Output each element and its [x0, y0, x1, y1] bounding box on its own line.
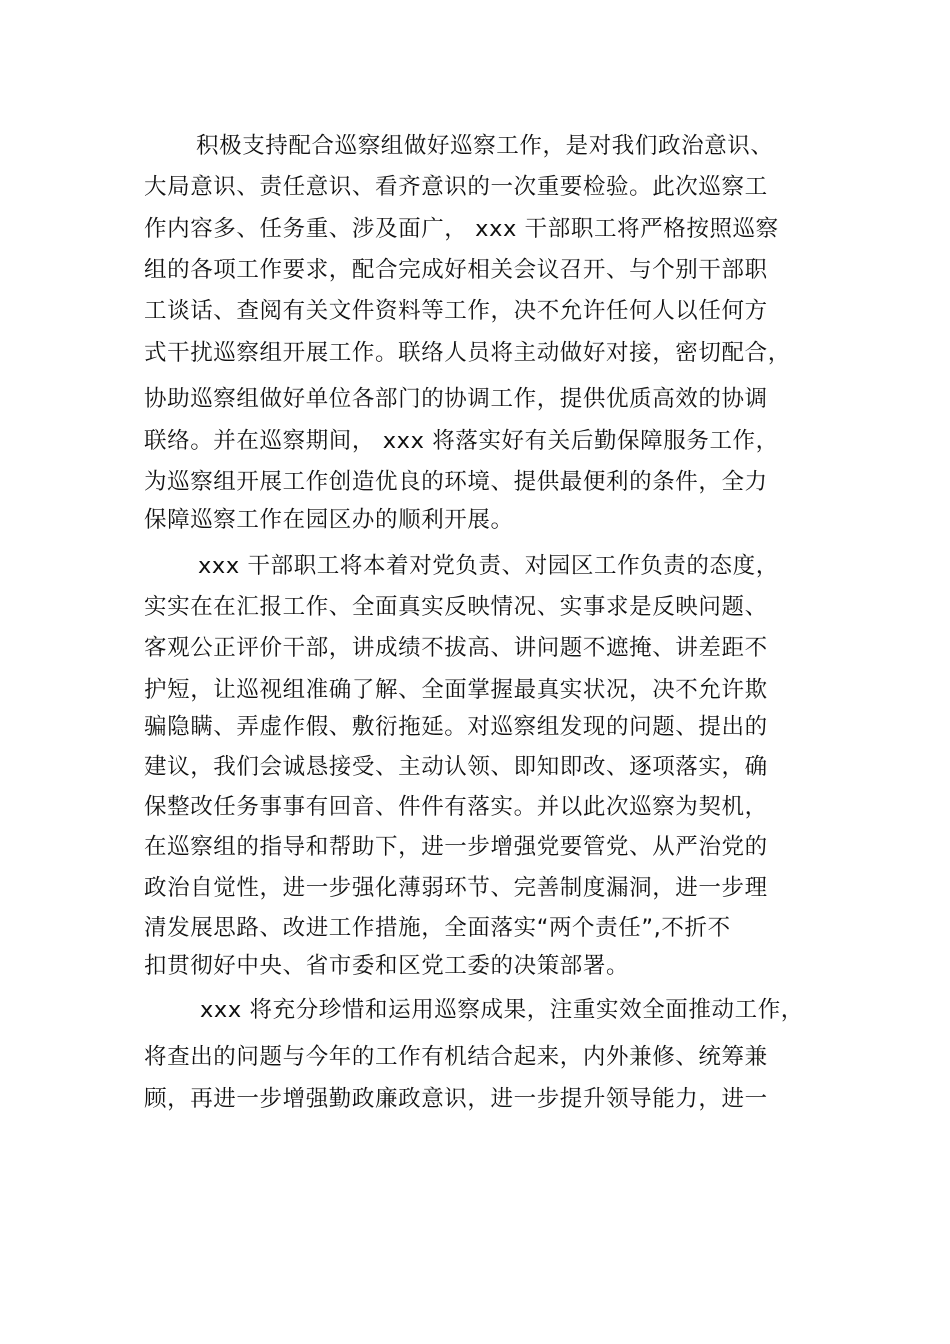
p1-line-4: 组的各项工作要求，配合完成好相关会议召开、与个别干部职: [144, 257, 768, 283]
p1-line-7: 协助巡察组做好单位各部门的协调工作，提供优质高效的协调: [144, 386, 768, 412]
p2-line-8: 在巡察组的指导和帮助下，进一步增强党要管党、从严治党的: [144, 834, 768, 860]
p1-line-9: 为巡察组开展工作创造优良的环境、提供最便利的条件，全力: [144, 469, 768, 495]
p2-line-10: 清发展思路、改进工作措施，全面落实“两个责任”,不折不: [144, 915, 731, 941]
p2-line-9: 政治自觉性，进一步强化薄弱环节、完善制度漏洞，进一步理: [144, 875, 768, 901]
p3-line-3: 顾，再进一步增强勤政廉政意识，进一步提升领导能力，进一: [144, 1086, 768, 1112]
p2-line-1: xxx 干部职工将本着对党负责、对园区工作负责的态度，: [198, 553, 779, 579]
p2-line-7: 保整改任务事事有回音、件件有落实。并以此次巡察为契机，: [144, 794, 768, 820]
p1-line-8: 联络。并在巡察期间， xxx 将落实好有关后勤保障服务工作，: [144, 428, 779, 454]
p2-line-4: 护短，让巡视组准确了解、全面掌握最真实状况，决不允许欺: [144, 677, 768, 703]
p2-line-3: 客观公正评价干部，讲成绩不拔高、讲问题不遮掩、讲差距不: [144, 635, 768, 661]
p2-line-2: 实实在在汇报工作、全面真实反映情况、实事求是反映问题、: [144, 594, 768, 620]
p2-line-6: 建议，我们会诚恳接受、主动认领、即知即改、逐项落实，确: [144, 754, 768, 780]
p1-line-5: 工谈话、查阅有关文件资料等工作，决不允许任何人以任何方: [144, 298, 768, 324]
p1-line-3: 作内容多、任务重、涉及面广， xxx 干部职工将严格按照巡察: [144, 216, 779, 242]
p1-line-2: 大局意识、责任意识、看齐意识的一次重要检验。此次巡察工: [144, 174, 768, 200]
p3-line-1: xxx 将充分珍惜和运用巡察成果，注重实效全面推动工作，: [200, 997, 804, 1023]
p2-line-5: 骗隐瞒、弄虚作假、敷衍拖延。对巡察组发现的问题、提出的: [144, 714, 768, 740]
p1-line-1: 积极支持配合巡察组做好巡察工作，是对我们政治意识、: [196, 133, 774, 159]
p3-line-2: 将查出的问题与今年的工作有机结合起来，内外兼修、统筹兼: [144, 1044, 768, 1070]
p1-line-6: 式干扰巡察组开展工作。联络人员将主动做好对接，密切配合，: [144, 340, 791, 366]
p1-line-10: 保障巡察工作在园区办的顺利开展。: [144, 507, 514, 533]
p2-line-11: 扣贯彻好中央、省市委和区党工委的决策部署。: [144, 953, 630, 979]
